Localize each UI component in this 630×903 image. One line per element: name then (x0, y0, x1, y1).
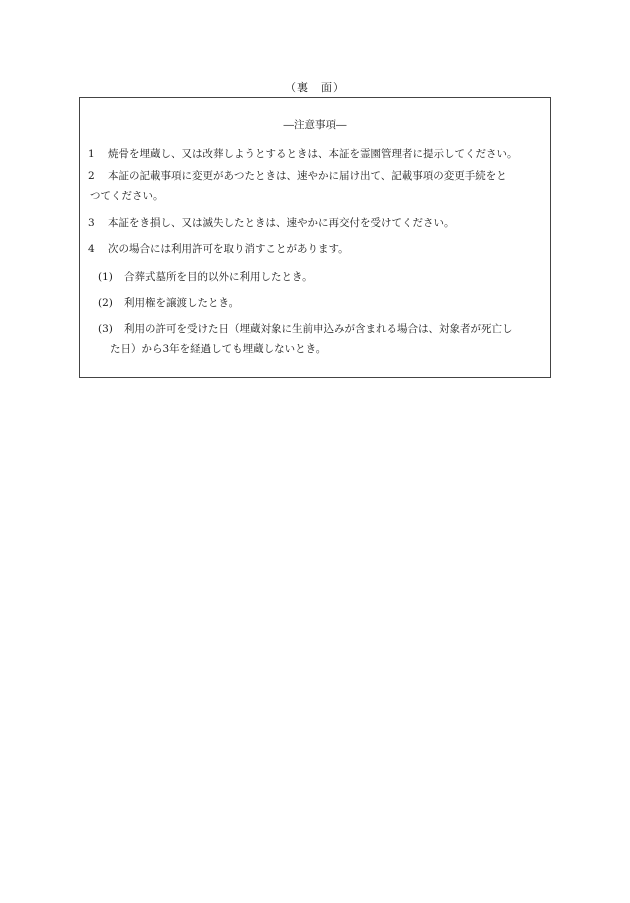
notice-box (79, 97, 551, 378)
subitem-text-continued: た日）から3年を経過しても埋蔵しないとき。 (110, 343, 327, 355)
subitem-number: (3) (98, 323, 113, 335)
notice-item-1 (88, 144, 518, 164)
item-text: 本証をき損し、又は滅失したときは、速やかに再交付を受けてください。 (108, 217, 455, 229)
item-number: 1 (88, 148, 95, 160)
subitem-text: 利用の許可を受けた日（埋蔵対象に生前申込みが含まれる場合は、対象者が死亡し (124, 323, 513, 335)
item-text: 次の場合には利用許可を取り消すことがあります。 (108, 243, 349, 255)
notice-subitem-2 (98, 293, 239, 313)
subitem-text: 利用権を譲渡したとき。 (124, 297, 240, 309)
item-text-continued: つてください。 (90, 190, 164, 202)
subitem-number: (2) (98, 297, 113, 309)
subitem-text: 合葬式墓所を目的以外に利用したとき。 (124, 271, 313, 283)
item-number: 2 (88, 170, 95, 182)
notice-subitem-1 (98, 267, 313, 287)
item-text: 焼骨を埋蔵し、又は改葬しようとするときは、本証を霊園管理者に提示してください。 (108, 148, 518, 160)
page-heading: （裏 面） (285, 81, 345, 94)
notice-title: ―注意事項― (283, 119, 347, 131)
notice-item-4 (88, 239, 349, 259)
item-text: 本証の記載事項に変更があつたときは、速やかに届け出て、記載事項の変更手続をと (108, 170, 507, 182)
item-number: 4 (88, 243, 95, 255)
notice-item-3 (88, 213, 455, 233)
item-number: 3 (88, 217, 95, 229)
notice-subitem-3 (98, 319, 513, 359)
notice-item-2 (88, 166, 507, 206)
subitem-number: (1) (98, 271, 113, 283)
